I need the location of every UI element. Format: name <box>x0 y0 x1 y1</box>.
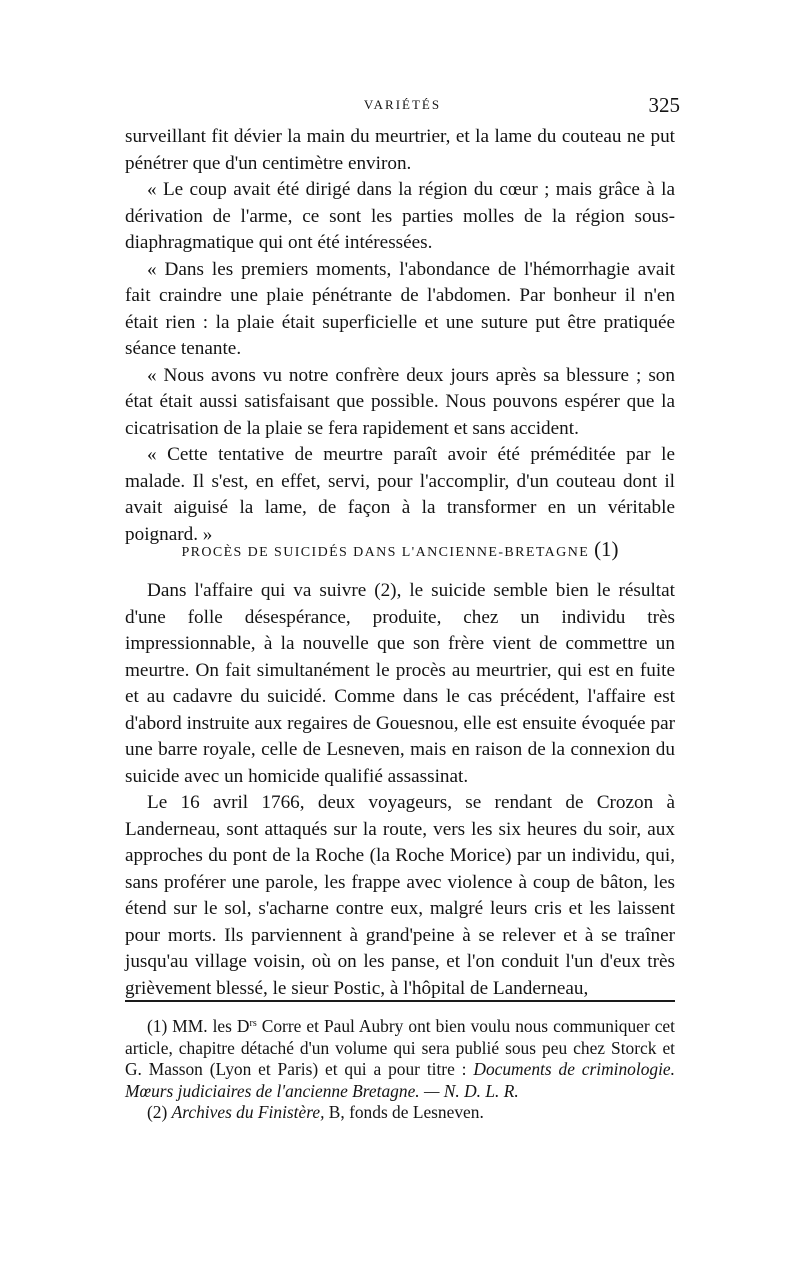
footnote-1-title: Documents de criminologie. Mœurs judiciaires de l'ancienne Bretagne. — N. D. L. R. <box>125 1059 675 1101</box>
footnote-1-prefix: (1) MM. les D <box>147 1016 250 1036</box>
paragraph: Le 16 avril 1766, deux voyageurs, se rendant de Crozon à Landerneau, sont attaqués sur la route, vers les six heures du soir, aux approches du pont de la Roche (la Roche Morice) par un individu, qui, sans proférer une parole, les frappe avec violence à coup de bâton, les étend sur le sol, s'acharne contre eux, malgré leurs cris et les laissent pour morts. Ils parviennent à grand'peine à se relever et à se traîner jusqu'au village voisin, où on les panse, et l'on conduit l'un d'eux très grièvement blessé, le sieur Postic, à l'hôpital de Landerneau, <box>125 792 675 999</box>
paragraph: « Nous avons vu notre confrère deux jours après sa blessure ; son état était aussi satisfaisant que possible. Nous pouvons espérer que la cicatrisation de la plaie se fera rapidement et sans accident. <box>125 364 675 439</box>
footnote-2 <box>125 1102 675 1124</box>
page-header <box>125 93 680 117</box>
paragraph: Dans l'affaire qui va suivre (2), le suicide semble bien le résultat d'une folle désespérance, produite, chez un individu très impressionnable, à la nouvelle que son frère vient de commettre un meurtre. On fait simultanément le procès au meurtrier, qui est en fuite et au cadavre du suicidé. Comme dans le cas précédent, l'affaire est d'abord instruite aux regaires de Gouesnou, elle est ensuite évoquée par une barre royale, celle de Lesneven, mais en raison de la connexion du suicide avec un homicide qualifié assassinat. <box>125 580 675 787</box>
paragraph: surveillant fit dévier la main du meurtrier, et la lame du couteau ne put pénétrer que d'un centimètre environ. <box>125 126 675 174</box>
running-title: VARIÉTÉS <box>363 97 442 112</box>
footnote-2-text: B, fonds de Lesneven. <box>324 1102 484 1122</box>
footnote-2-source: Archives du Finistère, <box>171 1102 325 1122</box>
body-text-continued <box>125 124 675 548</box>
section-heading <box>125 534 675 568</box>
paragraph: « Le coup avait été dirigé dans la région du cœur ; mais grâce à la dérivation de l'arme, ce sont les parties molles de la région sous-diaphragmatique qui ont été intéressées. <box>125 179 675 253</box>
section-body-text <box>125 578 675 1002</box>
footnote-1 <box>125 1016 675 1102</box>
footnotes <box>125 1016 675 1124</box>
footnote-divider <box>125 1000 675 1002</box>
footnote-2-prefix: (2) <box>147 1102 172 1122</box>
page-number: 325 <box>648 93 680 117</box>
paragraph: « Dans les premiers moments, l'abondance de l'hémorrhagie avait fait craindre une plaie pénétrante de l'abdomen. Par bonheur il n'en était rien : la plaie était superficielle et une suture put être pratiquée séance tenante. <box>125 258 675 359</box>
footnote-reference: (1) <box>594 537 619 561</box>
paragraph: « Cette tentative de meurtre paraît avoir été préméditée par le malade. Il s'est, en effet, servi, pour l'accomplir, d'un couteau dont il avait aiguisé la lame, de façon à la transformer en un véritable poignard. » <box>125 444 675 545</box>
footnote-1-superscript: rs <box>249 1018 257 1029</box>
section-title-text: PROCÈS DE SUICIDÉS DANS L'ANCIENNE-BRETAGNE <box>181 545 590 560</box>
footnote-1-text: Corre et Paul Aubry ont bien voulu nous communiquer cet article, chapitre détaché d'un volume qui sera publié sous peu chez Storck et G. Masson (Lyon et Paris) et qui a pour titre : <box>125 1016 675 1079</box>
